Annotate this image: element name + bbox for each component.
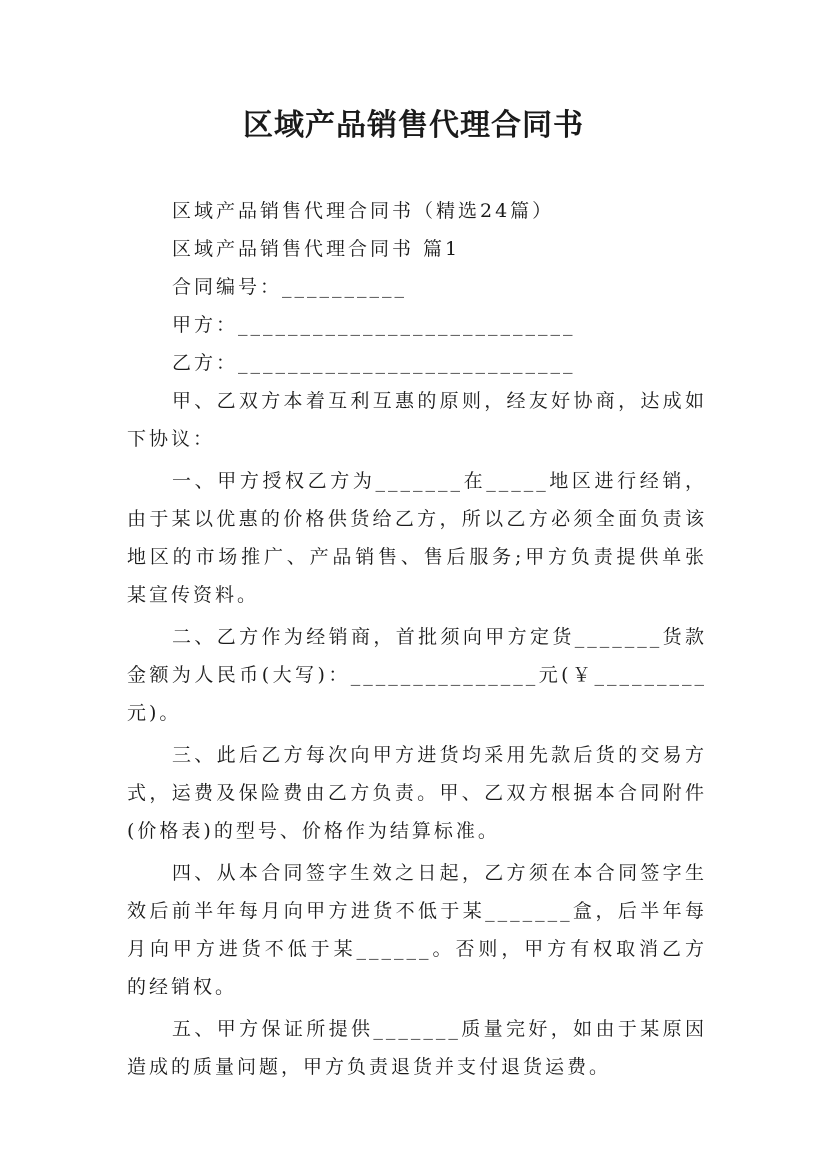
subtitle-line: 区域产品销售代理合同书（精选24篇）: [172, 200, 555, 222]
contract-number-line: 合同编号：__________: [172, 276, 408, 298]
clause-3: 三、此后乙方每次向甲方进货均采用先款后货的交易方式，运费及保险费由乙方负责。甲、乙双方根据本合同附件(价格表)的型号、价格作为结算标准。: [127, 744, 707, 842]
section-heading: 区域产品销售代理合同书 篇1: [172, 238, 461, 260]
party-b-line: 乙方：___________________________: [172, 352, 576, 374]
party-a-line: 甲方：___________________________: [172, 314, 576, 336]
intro-paragraph: 甲、乙双方本着互利互惠的原则，经友好协商，达成如下协议：: [127, 390, 707, 450]
clause-5: 五、甲方保证所提供_______质量完好，如由于某原因造成的质量问题，甲方负责退货并支付退货运费。: [127, 1018, 707, 1078]
document-title: 区域产品销售代理合同书: [243, 108, 584, 143]
clause-4: 四、从本合同签字生效之日起，乙方须在本合同签字生效后前半年每月向甲方进货不低于某_______盒，后半年每月向甲方进货不低于某______。否则，甲方有权取消乙方的经销权。: [127, 862, 707, 998]
document-body: [127, 192, 707, 1086]
clause-1: 一、甲方授权乙方为_______在_____地区进行经销，由于某以优惠的价格供货给乙方，所以乙方必须全面负责该地区的市场推广、产品销售、售后服务;甲方负责提供单张某宣传资料。: [127, 470, 707, 606]
clause-2: 二、乙方作为经销商，首批须向甲方定货_______货款金额为人民币(大写)：_______________元(￥_________元)。: [127, 626, 707, 724]
